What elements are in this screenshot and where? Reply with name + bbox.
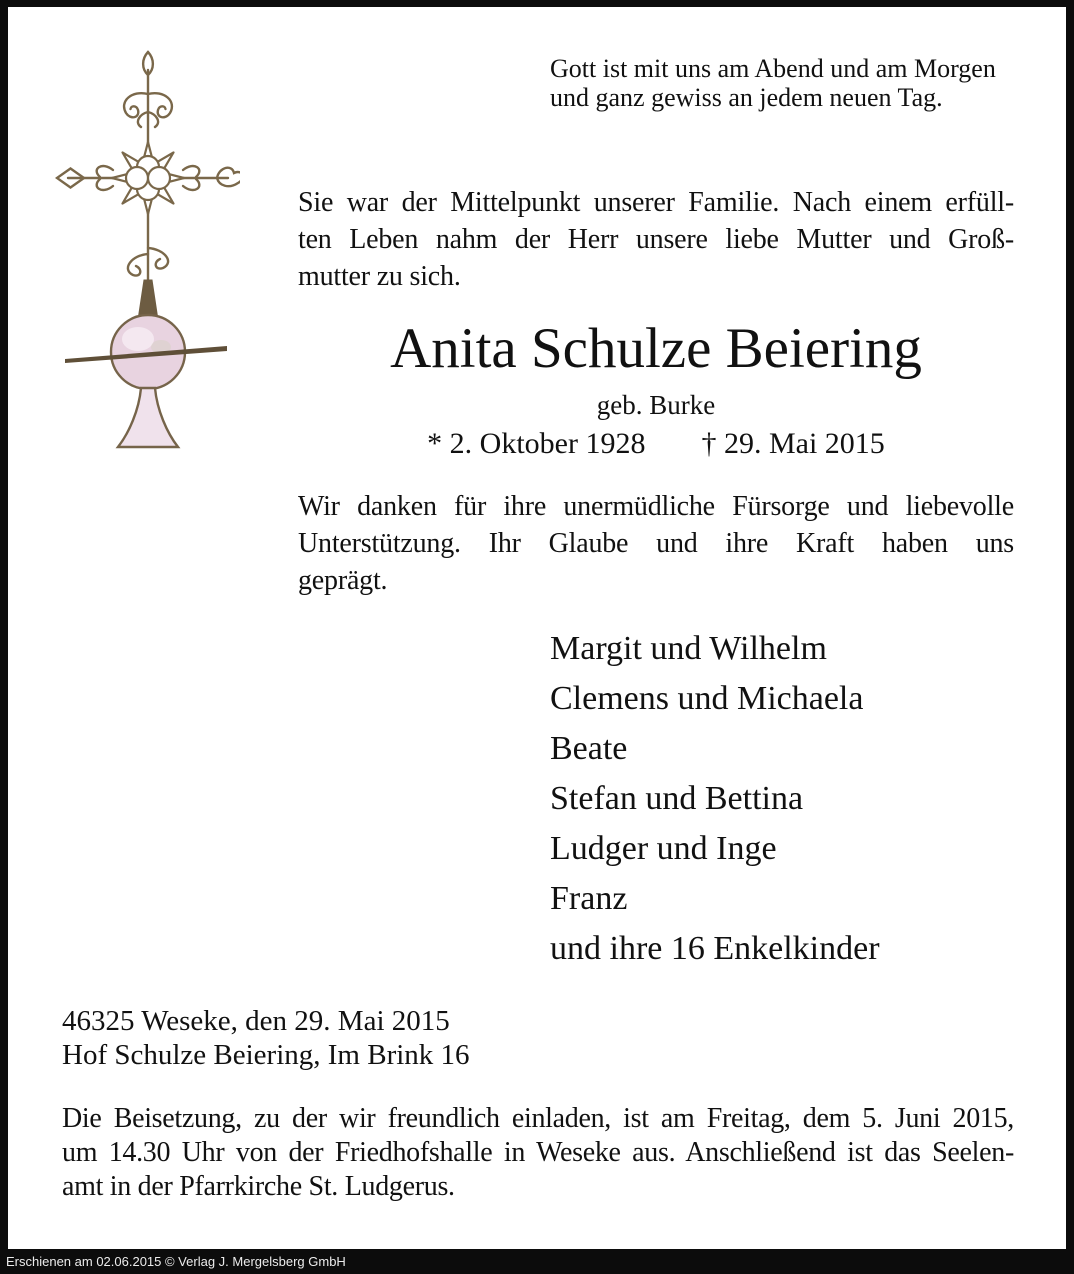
maiden-name: geb. Burke [596, 390, 716, 420]
funeral-info-paragraph [62, 1102, 1014, 1204]
quote-line: und ganz gewiss an jedem neuen Tag. [550, 83, 943, 112]
mourner-line: Stefan und Bettina [550, 780, 804, 817]
deceased-name: Anita Schulze Beiering [390, 317, 922, 380]
mourners-list [550, 624, 880, 974]
publisher-credit: Erschienen am 02.06.2015 © Verlag J. Mergelsberg GmbH [6, 1254, 346, 1269]
thanks-line: Wir danken für ihre unermüdliche Fürsorge und liebevolle [298, 491, 1014, 522]
place-date-block [62, 1004, 470, 1072]
mourner-line: Ludger und Inge [550, 830, 777, 867]
funeral-line: um 14.30 Uhr von der Friedhofshalle in Weseke aus. Anschließend ist das Seelen- [62, 1137, 1014, 1168]
intro-paragraph [298, 184, 1014, 295]
intro-line: Sie war der Mittelpunkt unserer Familie. Nach einem erfüll- [298, 187, 1014, 218]
quote-line: Gott ist mit uns am Abend und am Morgen [550, 54, 996, 83]
thanks-line: geprägt. [298, 565, 388, 596]
thanks-line: Unterstützung. Ihr Glaube und ihre Kraft haben uns [298, 528, 1014, 559]
mourner-line: Franz [550, 880, 628, 917]
mourner-line: und ihre 16 Enkelkinder [550, 930, 880, 967]
mourner-line: Margit und Wilhelm [550, 630, 827, 667]
funeral-line: Die Beisetzung, zu der wir freundlich einladen, ist am Freitag, dem 5. Juni 2015, [62, 1103, 1014, 1134]
mourner-line: Beate [550, 730, 628, 767]
funeral-line: amt in der Pfarrkirche St. Ludgerus. [62, 1171, 455, 1202]
place-date-line: 46325 Weseke, den 29. Mai 2015 [62, 1005, 450, 1037]
death-date: † 29. Mai 2015 [701, 427, 885, 460]
footer-bar [0, 1249, 1074, 1274]
mourner-line: Clemens und Michaela [550, 680, 864, 717]
thanks-paragraph [298, 488, 1014, 599]
church-tower-cross-icon [55, 50, 240, 455]
life-dates [298, 427, 1014, 461]
birth-date: * 2. Oktober 1928 [427, 427, 646, 460]
intro-line: ten Leben nahm der Herr unsere liebe Mutter und Groß- [298, 224, 1014, 255]
scripture-quote [550, 54, 996, 112]
cross-illustration [55, 50, 240, 455]
place-date-line: Hof Schulze Beiering, Im Brink 16 [62, 1039, 470, 1071]
intro-line: mutter zu sich. [298, 261, 461, 292]
